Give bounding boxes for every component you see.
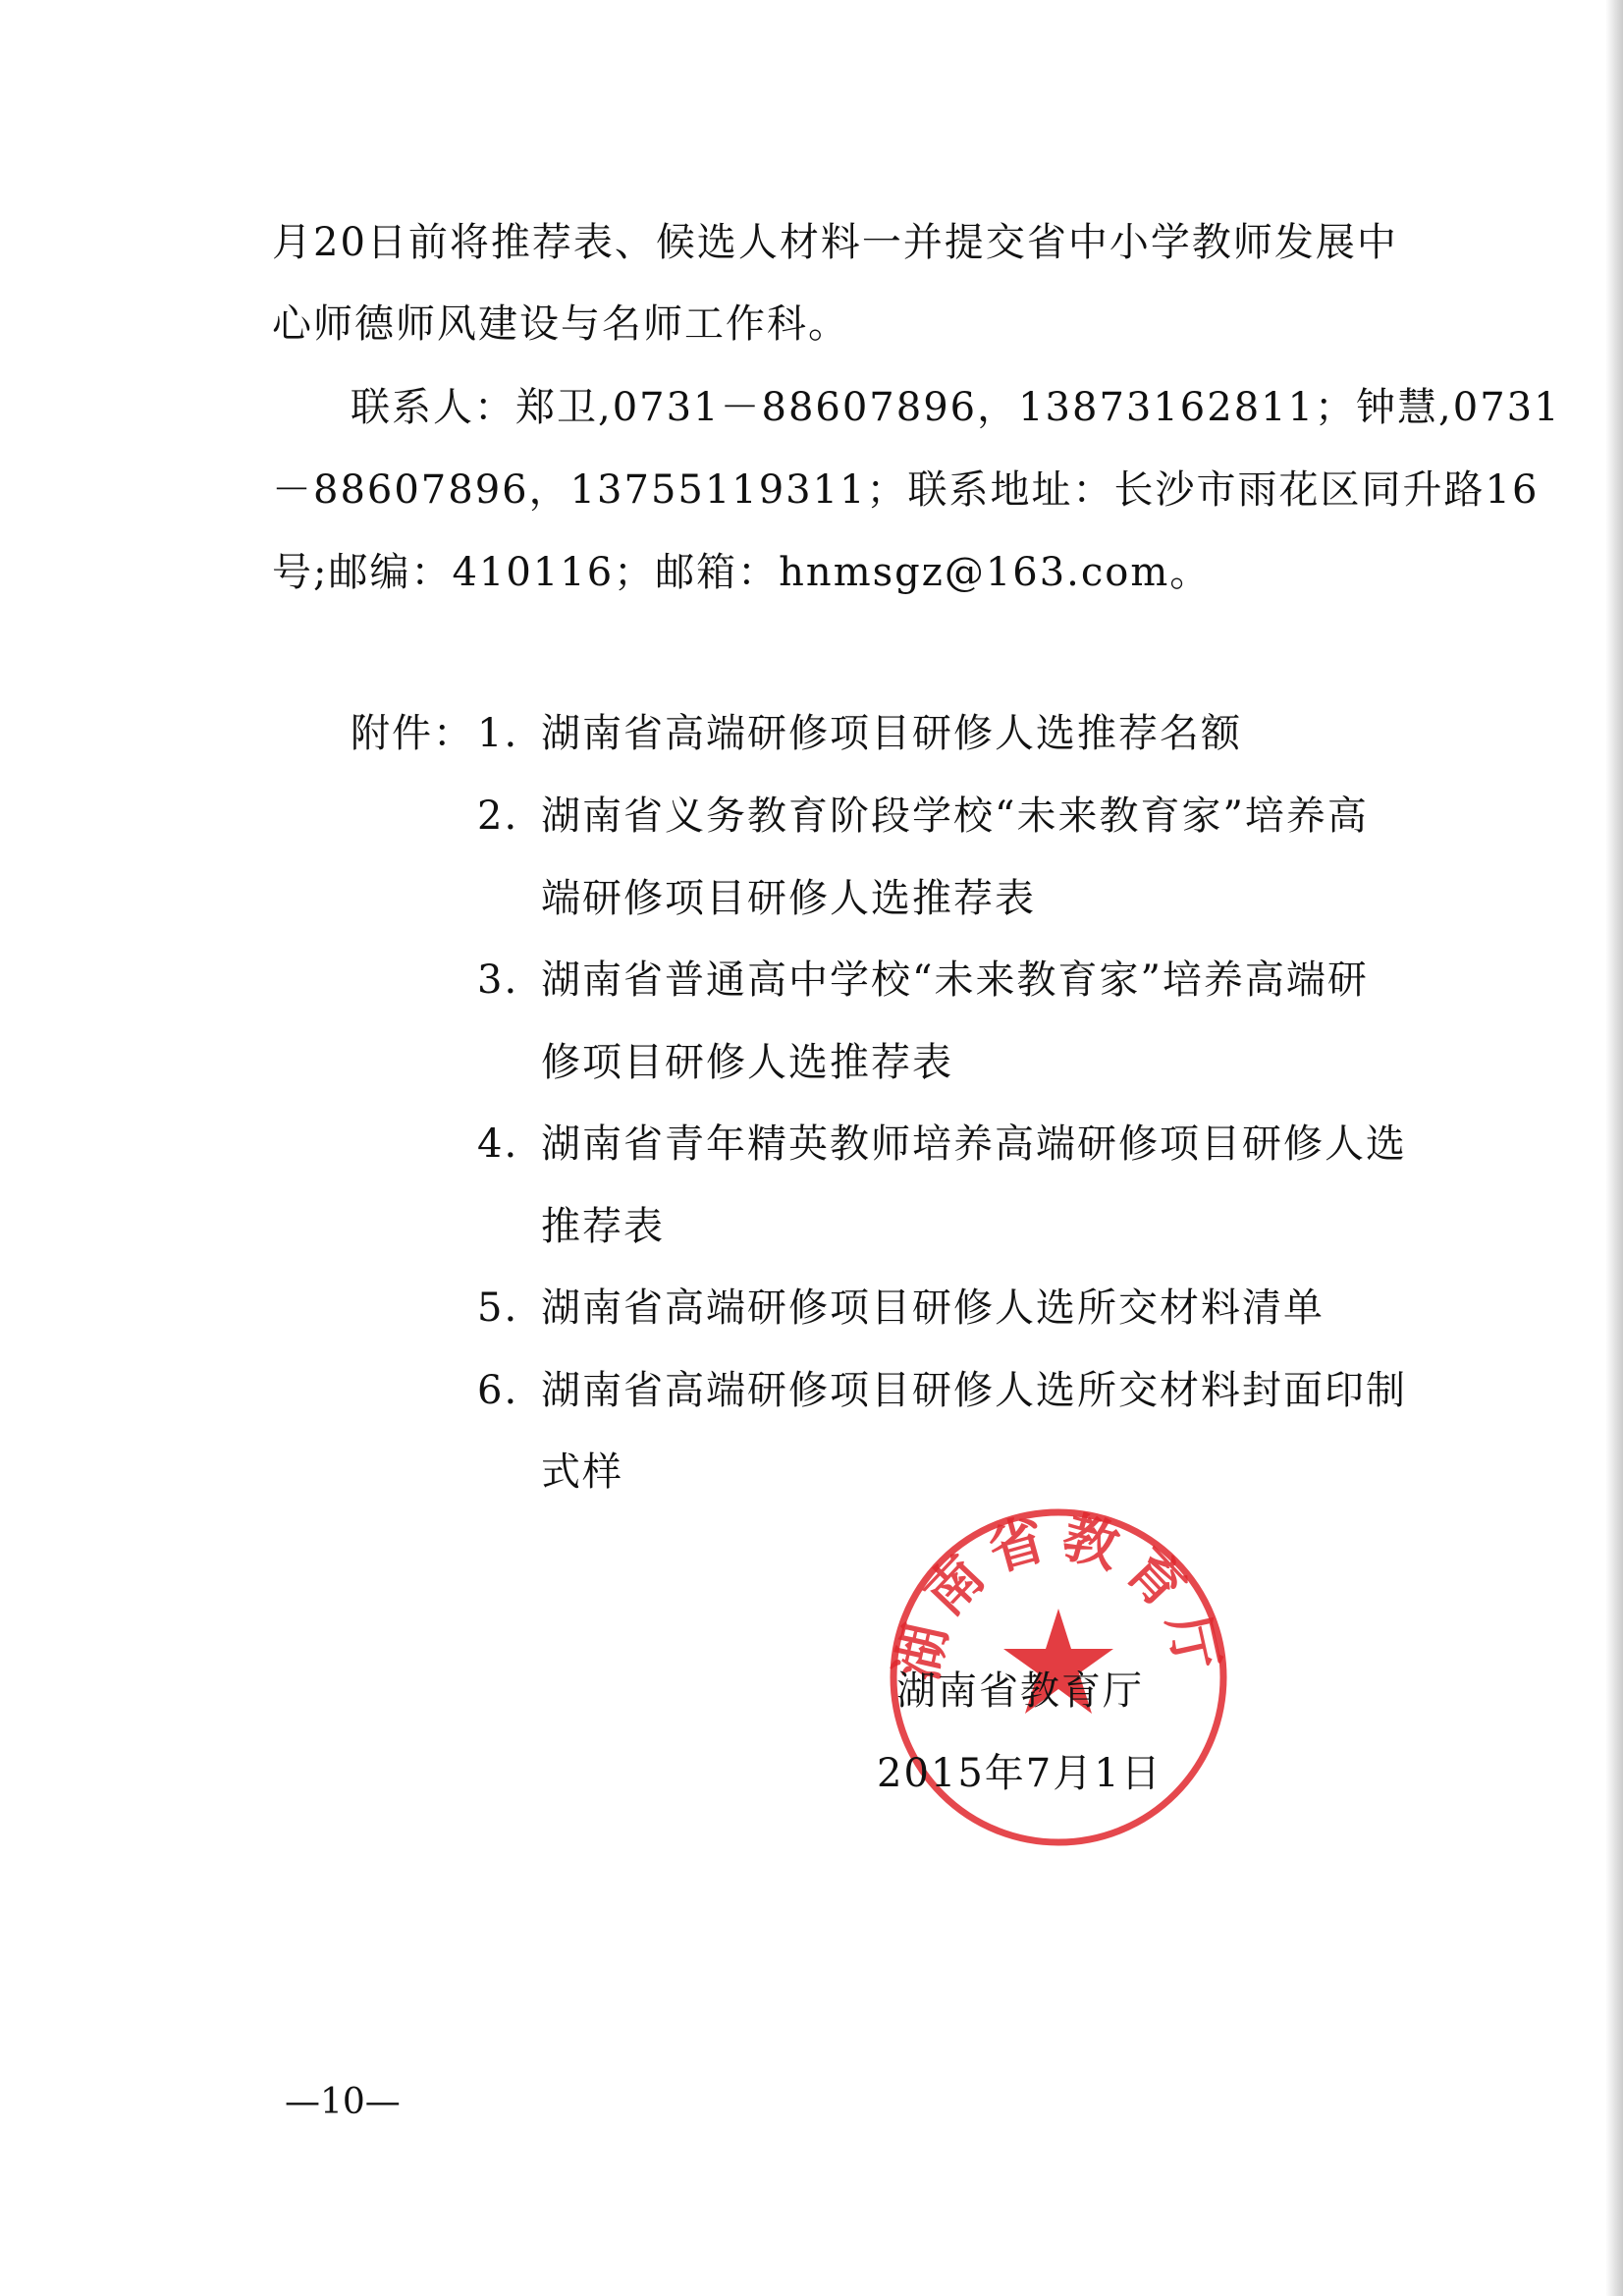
attachment-4-number: 4. bbox=[477, 1121, 519, 1167]
attachment-3-line-1: 湖南省普通高中学校“未来教育家”培养高端研 bbox=[541, 957, 1369, 1003]
attachment-1-line-1: 湖南省高端研修项目研修人选推荐名额 bbox=[541, 711, 1242, 756]
seal-text: 湖南省教育厅 bbox=[884, 1503, 1233, 1686]
attachment-2-number: 2. bbox=[477, 793, 519, 839]
attachment-6-line-2: 式样 bbox=[541, 1449, 623, 1495]
attachment-4-line-2: 推荐表 bbox=[541, 1204, 665, 1249]
attachment-1-number: 1. bbox=[477, 711, 519, 756]
page-edge-shadow bbox=[1605, 0, 1623, 2296]
contact-line-3: 号;邮编：410116；邮箱：hnmsgz@163.com。 bbox=[272, 550, 1212, 595]
attachments-label: 附件： bbox=[351, 711, 474, 756]
page-number: —10— bbox=[285, 2082, 401, 2122]
signature-date: 2015年7月1日 bbox=[877, 1751, 1163, 1796]
contact-line-1: 联系人：郑卫,0731－88607896，13873162811；钟慧,0731 bbox=[351, 385, 1561, 430]
attachment-6-number: 6. bbox=[477, 1368, 519, 1413]
attachment-5-line-1: 湖南省高端研修项目研修人选所交材料清单 bbox=[541, 1285, 1325, 1331]
body-line-1: 月20日前将推荐表、候选人材料一并提交省中小学教师发展中 bbox=[272, 220, 1398, 265]
attachment-5-number: 5. bbox=[477, 1285, 519, 1331]
contact-line-2: －88607896，13755119311；联系地址：长沙市雨花区同升路16 bbox=[272, 467, 1540, 513]
attachment-2-line-2: 端研修项目研修人选推荐表 bbox=[541, 876, 1036, 921]
attachment-4-line-1: 湖南省青年精英教师培养高端研修项目研修人选 bbox=[541, 1121, 1407, 1167]
attachment-3-line-2: 修项目研修人选推荐表 bbox=[541, 1040, 953, 1085]
attachment-3-number: 3. bbox=[477, 957, 519, 1003]
body-line-2: 心师德师风建设与名师工作科。 bbox=[272, 301, 849, 347]
signature-org: 湖南省教育厅 bbox=[896, 1668, 1144, 1714]
attachment-6-line-1: 湖南省高端研修项目研修人选所交材料封面印制 bbox=[541, 1368, 1407, 1413]
attachment-2-line-1: 湖南省义务教育阶段学校“未来教育家”培养高 bbox=[541, 793, 1369, 839]
